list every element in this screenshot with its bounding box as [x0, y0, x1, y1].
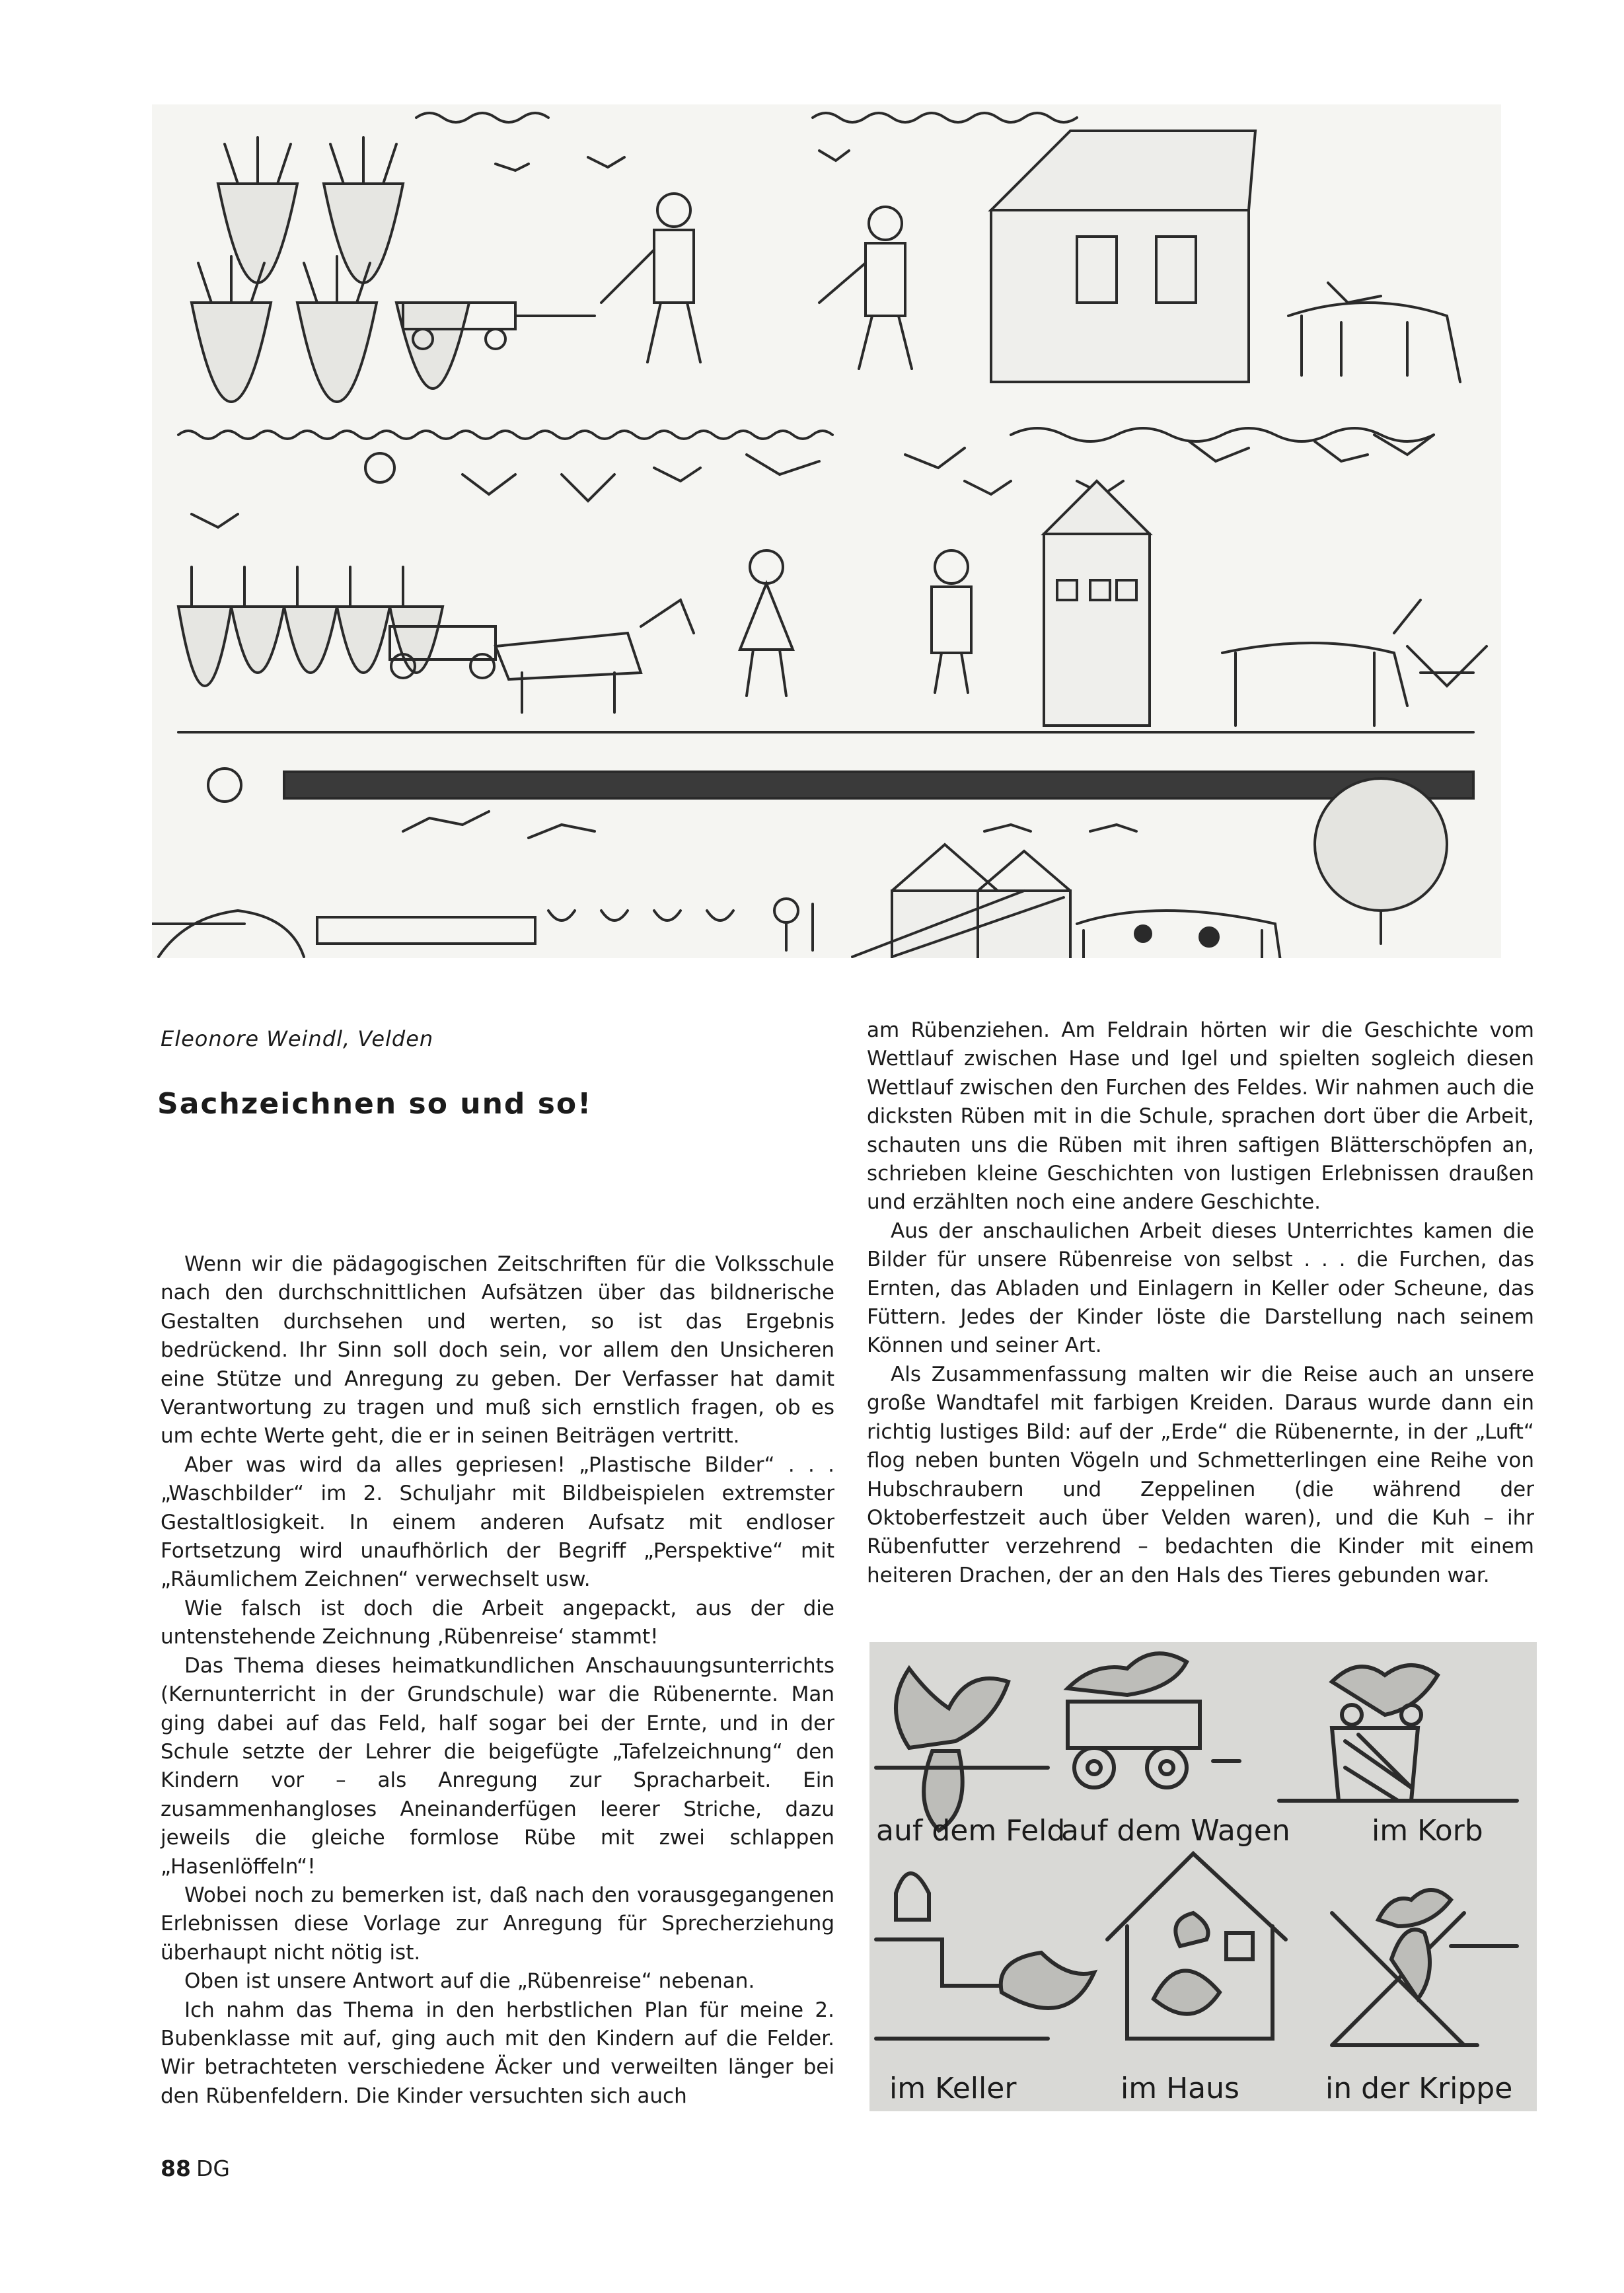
article-author: Eleonore Weindl, Velden	[161, 1026, 434, 1051]
caption-auf-dem-feld: auf dem Feld	[876, 1814, 1066, 1848]
blackboard-drawing	[869, 1642, 1537, 2111]
childrens-drawing-ruebenreise	[152, 104, 1501, 958]
article-column-right	[867, 1016, 1534, 1590]
cow-2-icon	[1222, 600, 1487, 726]
caption-in-der-krippe: in der Krippe	[1325, 2072, 1513, 2105]
journal-abbreviation: DG	[196, 2156, 230, 2181]
paragraph: Wenn wir die pädagogischen Zeitschriften für die Volksschule nach den durchschnittlichen Aufsätzen über das bildnerische Gestalten durchsehen und werten, so ist das Ergebnis bedrückend. Ihr Sinn soll doch sein, vor allem den Unsicheren eine Stütze und Anregung zu geben. Der Verfasser hat damit Verantwortung zu tragen und muß sich ernstlich fragen, ob es um echte Werte geht, die er in seinen Beiträgen vertritt.	[161, 1252, 834, 1448]
cow-icon	[1288, 283, 1460, 382]
paragraph: Aus der anschaulichen Arbeit dieses Unterrichtes kamen die Bilder für unsere Rübenreise von selbst . . . die Furchen, das Ernten, das Abladen und Einlagern in Keller oder Scheune, das Füttern. Jedes der Kinder löste die Darstellung nach seinem Können und seiner Art.	[867, 1219, 1534, 1358]
paragraph: Wie falsch ist doch die Arbeit angepackt, aus der die untenstehende Zeichnung ‚Rübenreise‘ stammt!	[161, 1596, 834, 1649]
paragraph: Wobei noch zu bemerken ist, daß nach den vorausgegangenen Erlebnissen diese Vorlage zur Anregung für Sprecherziehung überhaupt nicht nötig ist.	[161, 1883, 834, 1965]
caption-im-haus: im Haus	[1121, 2072, 1239, 2105]
caption-im-korb: im Korb	[1372, 1814, 1483, 1848]
caption-auf-dem-wagen: auf dem Wagen	[1061, 1814, 1290, 1848]
sun-2-icon	[208, 769, 241, 802]
farmer-figure	[601, 194, 912, 369]
paragraph: Als Zusammenfassung malten wir die Reise auch an unsere große Wandtafel mit farbigen Kreiden. Daraus wurde dann ein richtig lustiges Bild: auf der „Erde“ die Rübenernte, in der „Luft“ flog neben bunten Vögeln und Schmetterlingen eine Reihe von Hubschraubern und Zeppelinen (die während der Oktoberfestzeit auch über Velden waren), und die Kuh – ihr Rübenfutter verzehrend – bedachten die Kinder mit einem heiteren Drachen, der an den Hals des Tieres gebunden war.	[867, 1362, 1534, 1587]
article-title: Sachzeichnen so und so!	[157, 1087, 593, 1121]
sun-icon	[365, 453, 394, 482]
paragraph: Oben ist unsere Antwort auf die „Rübenreise“ nebenan.	[184, 1969, 755, 1994]
paragraph: Das Thema dieses heimatkundlichen Anschauungsunterrichts (Kernunterricht in der Grundschule) war die Rübenernte. Man ging dabei auf das Feld, half sogar bei der Ernte, und in der Schule setzte der Lehrer die beigefügte „Tafelzeichnung“ den Kindern vor – als Anregung zur Spracharbeit. Ein zusammenhangloses Aneinanderfügen leerer Striche, dazu jeweils die gleiche formlose Rübe mit zwei schlappen „Hasenlöffeln“!	[161, 1653, 834, 1879]
caption-im-keller: im Keller	[889, 2072, 1017, 2105]
house-2-icon	[1044, 481, 1150, 726]
cow-3-icon	[1077, 911, 1282, 958]
house-icon	[991, 131, 1255, 382]
article-column-left	[161, 1250, 834, 2111]
paragraph: Aber was wird da alles gepriesen! „Plastische Bilder“ . . . „Waschbilder“ im 2. Schuljahr mit Bildbeispielen extremster Gestaltlosigkeit. In einem anderen Aufsatz mit endloser Fortsetzung wird unaufhörlich der Begriff „Perspektive“ mit „Räumlichem Zeichnen“ verwechselt usw.	[161, 1452, 834, 1592]
paragraph: Ich nahm das Thema in den herbstlichen Plan für meine 2. Bubenklasse mit auf, ging auch mit den Kindern auf die Felder. Wir betrachteten verschiedene Äcker und verweilten länger bei den Rübenfeldern. Die Kinder versuchten sich auch	[161, 1998, 834, 2108]
beet-icon	[192, 137, 469, 402]
bottom-scene	[152, 899, 813, 957]
paragraph: am Rübenziehen. Am Feldrain hörten wir die Geschichte vom Wettlauf zwischen Hase und Igel und spielten sogleich diesen Wettlauf zwischen den Furchen des Feldes. Wir nahmen auch die dicksten Rüben mit in die Schule, sprachen dort über die Arbeit, schauten uns die Rüben mit ihren saftigen Blätterschöpfen an, schrieben kleine Geschichten von lustigen Erlebnissen draußen und erzählten noch eine andere Geschichte.	[867, 1018, 1534, 1215]
tree-icon	[1315, 778, 1447, 944]
boy-figure	[740, 550, 971, 696]
page-number: 88	[161, 2156, 191, 2181]
page-footer	[161, 2156, 230, 2181]
house-3-icon	[892, 845, 1070, 958]
